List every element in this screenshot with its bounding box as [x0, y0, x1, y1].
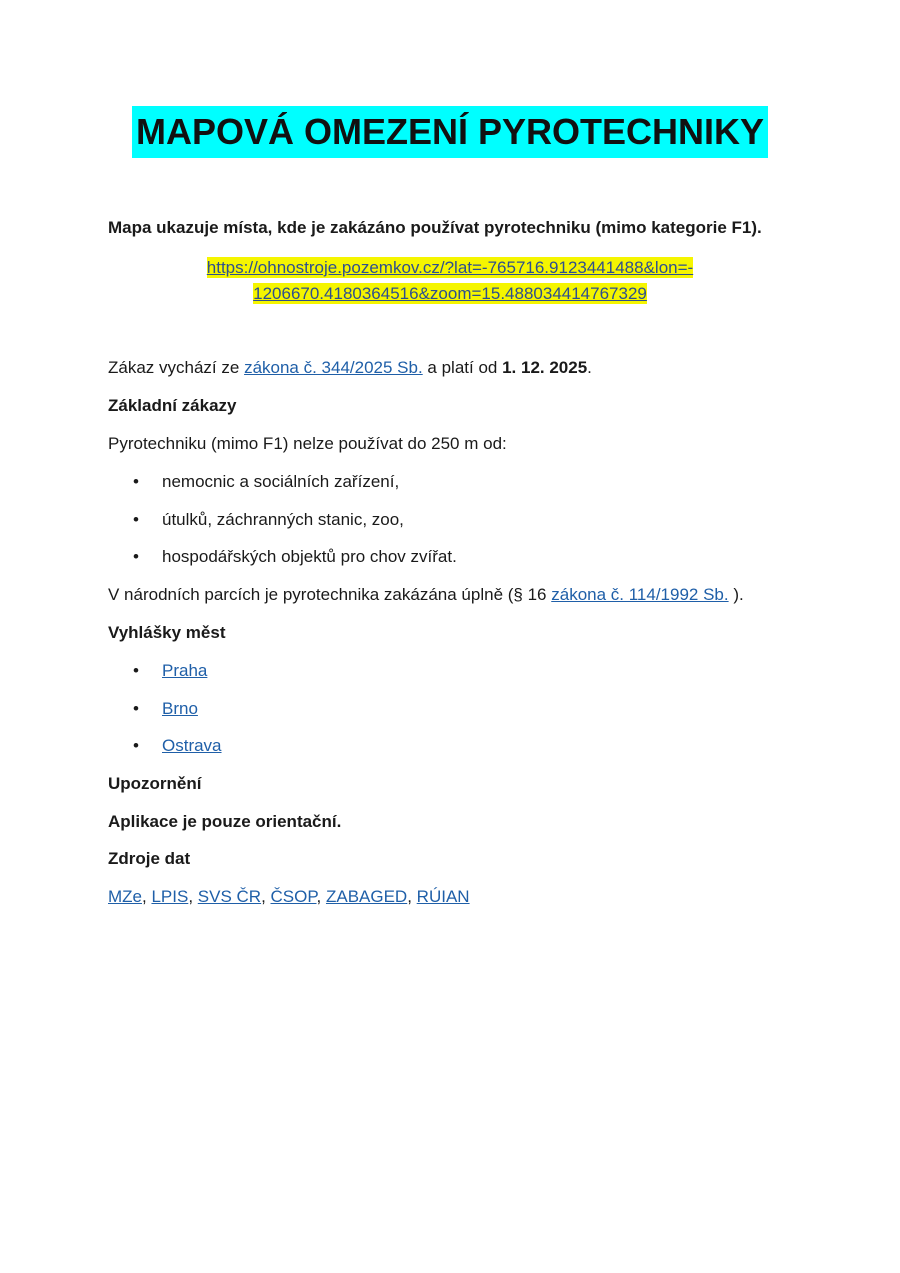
national-parks-suffix: ).: [728, 585, 744, 604]
source-separator: ,: [316, 887, 326, 906]
basic-bans-lead: Pyrotechniku (mimo F1) nelze používat do 250 m od:: [108, 434, 507, 453]
source-separator: ,: [188, 887, 198, 906]
city-link-praha[interactable]: Praha: [162, 661, 208, 680]
source-separator: ,: [142, 887, 152, 906]
page-title: MAPOVÁ OMEZENÍ PYROTECHNIKY: [132, 106, 768, 158]
law-sentence-prefix: Zákaz vychází ze: [108, 358, 245, 377]
basic-bans-heading: Základní zákazy: [108, 396, 237, 415]
intro-text: Mapa ukazuje místa, kde je zakázáno používat pyrotechniku (mimo kategorie F1).: [108, 218, 762, 237]
source-link-lpis[interactable]: LPIS: [151, 887, 189, 906]
data-sources-list: [108, 886, 808, 908]
law-sentence: [108, 357, 808, 379]
effective-date: 1. 12. 2025: [502, 358, 588, 377]
source-link-ruian[interactable]: RÚIAN: [416, 887, 470, 906]
data-sources-heading: Zdroje dat: [108, 849, 191, 868]
map-link-block: [108, 255, 792, 307]
ban-item-farms: hospodářských objektů pro chov zvířat.: [162, 547, 457, 566]
bullet-icon: •: [133, 661, 139, 680]
ban-item-shelters: útulků, záchranných stanic, zoo,: [162, 510, 404, 529]
law-344-link[interactable]: zákona č. 344/2025 Sb.: [244, 358, 423, 377]
law-sentence-suffix: .: [587, 358, 592, 377]
city-decrees-heading: Vyhlášky měst: [108, 623, 226, 642]
source-separator: ,: [407, 887, 417, 906]
city-link-brno[interactable]: Brno: [162, 699, 198, 718]
bullet-icon: •: [133, 472, 139, 491]
map-link-line-1[interactable]: https://ohnostroje.pozemkov.cz/?lat=-765716.9123441488&lon=-: [206, 258, 694, 277]
city-link-ostrava[interactable]: Ostrava: [162, 736, 222, 755]
warning-text: Aplikace je pouze orientační.: [108, 812, 342, 831]
ban-item-hospitals: nemocnic a sociálních zařízení,: [162, 472, 400, 491]
warning-heading: Upozornění: [108, 774, 202, 793]
law-sentence-middle: a platí od: [422, 358, 503, 377]
law-114-link[interactable]: zákona č. 114/1992 Sb.: [551, 585, 729, 604]
national-parks-sentence: [108, 584, 808, 606]
source-link-mze[interactable]: MZe: [108, 887, 142, 906]
title-wrapper: [0, 106, 900, 158]
source-link-csop[interactable]: ČSOP: [270, 887, 317, 906]
bullet-icon: •: [133, 547, 139, 566]
bullet-icon: •: [133, 510, 139, 529]
source-link-zabaged[interactable]: ZABAGED: [325, 887, 408, 906]
source-separator: ,: [261, 887, 271, 906]
bullet-icon: •: [133, 736, 139, 755]
bullet-icon: •: [133, 699, 139, 718]
map-link-line-2[interactable]: 1206670.4180364516&zoom=15.488034414767329: [253, 284, 647, 303]
national-parks-prefix: V národních parcích je pyrotechnika zakázána úplně (§ 16: [108, 585, 552, 604]
source-link-svs[interactable]: SVS ČR: [197, 887, 262, 906]
